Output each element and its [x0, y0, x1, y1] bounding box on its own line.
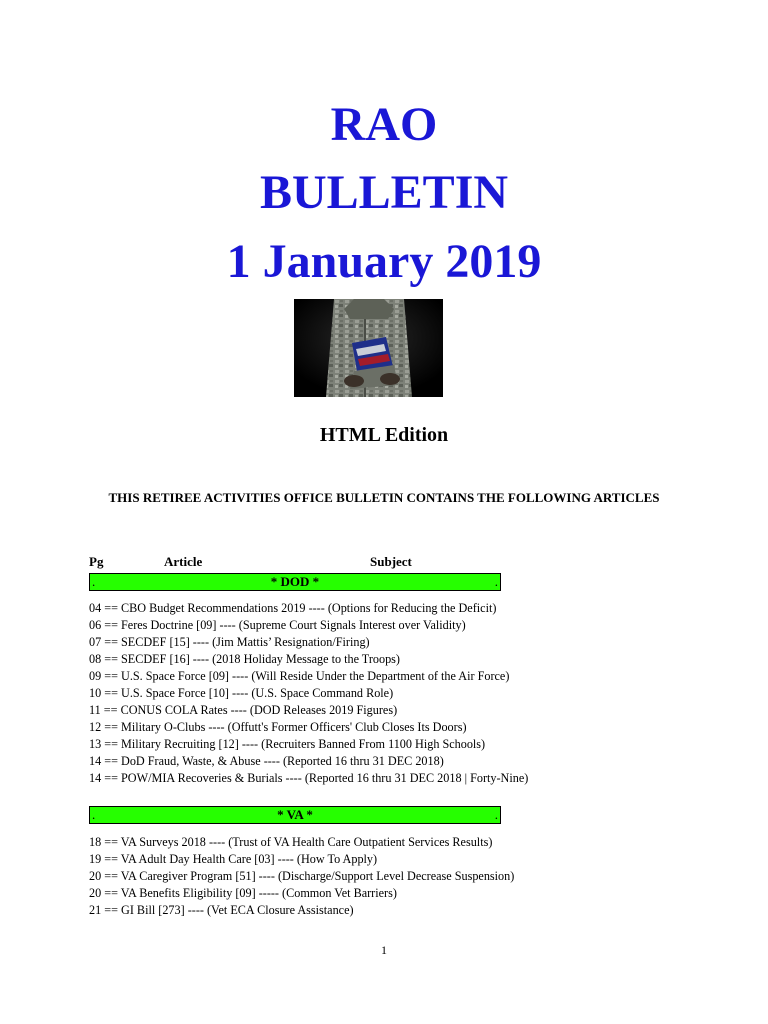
list-item[interactable]: 20 == VA Benefits Eligibility [09] ----- (Common Vet Barriers)	[89, 886, 397, 900]
section-bar-dod	[89, 573, 501, 591]
list-item[interactable]: 08 == SECDEF [16] ---- (2018 Holiday Message to the Troops)	[89, 652, 400, 666]
list-item[interactable]: 06 == Feres Doctrine [09] ---- (Supreme Court Signals Interest over Validity)	[89, 618, 466, 632]
section-dot-left: .	[92, 574, 96, 589]
section-dot-right: .	[494, 807, 498, 822]
list-item[interactable]: 21 == GI Bill [273] ---- (Vet ECA Closure Assistance)	[89, 903, 354, 917]
list-item[interactable]: 07 == SECDEF [15] ---- (Jim Mattis’ Resignation/Firing)	[89, 635, 370, 649]
list-item[interactable]: 11 == CONUS COLA Rates ---- (DOD Releases 2019 Figures)	[89, 703, 398, 717]
article-list-dod	[89, 600, 528, 787]
page-number: 1	[381, 943, 387, 957]
edition-label: HTML Edition	[319, 424, 449, 446]
list-item[interactable]: 04 == CBO Budget Recommendations 2019 ---- (Options for Reducing the Deficit)	[89, 601, 497, 615]
list-item[interactable]: 10 == U.S. Space Force [10] ---- (U.S. Space Command Role)	[89, 686, 394, 700]
list-item[interactable]: 14 == DoD Fraud, Waste, & Abuse ---- (Reported 16 thru 31 DEC 2018)	[89, 754, 444, 768]
section-bar-va	[89, 806, 501, 824]
list-item[interactable]: 20 == VA Caregiver Program [51] ---- (Discharge/Support Level Decrease Suspension)	[89, 869, 515, 883]
list-item[interactable]: 12 == Military O-Clubs ---- (Offutt's Former Officers' Club Closes Its Doors)	[89, 720, 467, 734]
intro-heading: THIS RETIREE ACTIVITIES OFFICE BULLETIN CONTAINS THE FOLLOWING ARTICLES	[108, 490, 660, 505]
section-dot-left: .	[92, 807, 96, 822]
list-item[interactable]: 13 == Military Recruiting [12] ---- (Recruiters Banned From 1100 High Schools)	[89, 737, 486, 751]
list-item[interactable]: 18 == VA Surveys 2018 ---- (Trust of VA Health Care Outpatient Services Results)	[89, 835, 493, 849]
column-header-article: Article	[164, 554, 203, 569]
list-item[interactable]: 14 == POW/MIA Recoveries & Burials ---- (Reported 16 thru 31 DEC 2018 | Forty-Nine)	[89, 771, 529, 785]
article-list-va	[89, 834, 514, 919]
title-date: 1 January 2019	[226, 235, 542, 288]
section-label: * DOD *	[270, 574, 320, 589]
column-header-subject: Subject	[370, 554, 412, 569]
list-item[interactable]: 19 == VA Adult Day Health Care [03] ---- (How To Apply)	[89, 852, 378, 866]
section-dot-right: .	[494, 574, 498, 589]
cover-photo-soldier-with-flag	[294, 299, 443, 397]
section-label: * VA *	[277, 807, 313, 822]
list-item[interactable]: 09 == U.S. Space Force [09] ---- (Will Reside Under the Department of the Air Force)	[89, 669, 510, 683]
title-line-2: BULLETIN	[259, 166, 509, 219]
column-header-pg: Pg	[89, 554, 104, 569]
title-line-1: RAO	[330, 98, 438, 151]
